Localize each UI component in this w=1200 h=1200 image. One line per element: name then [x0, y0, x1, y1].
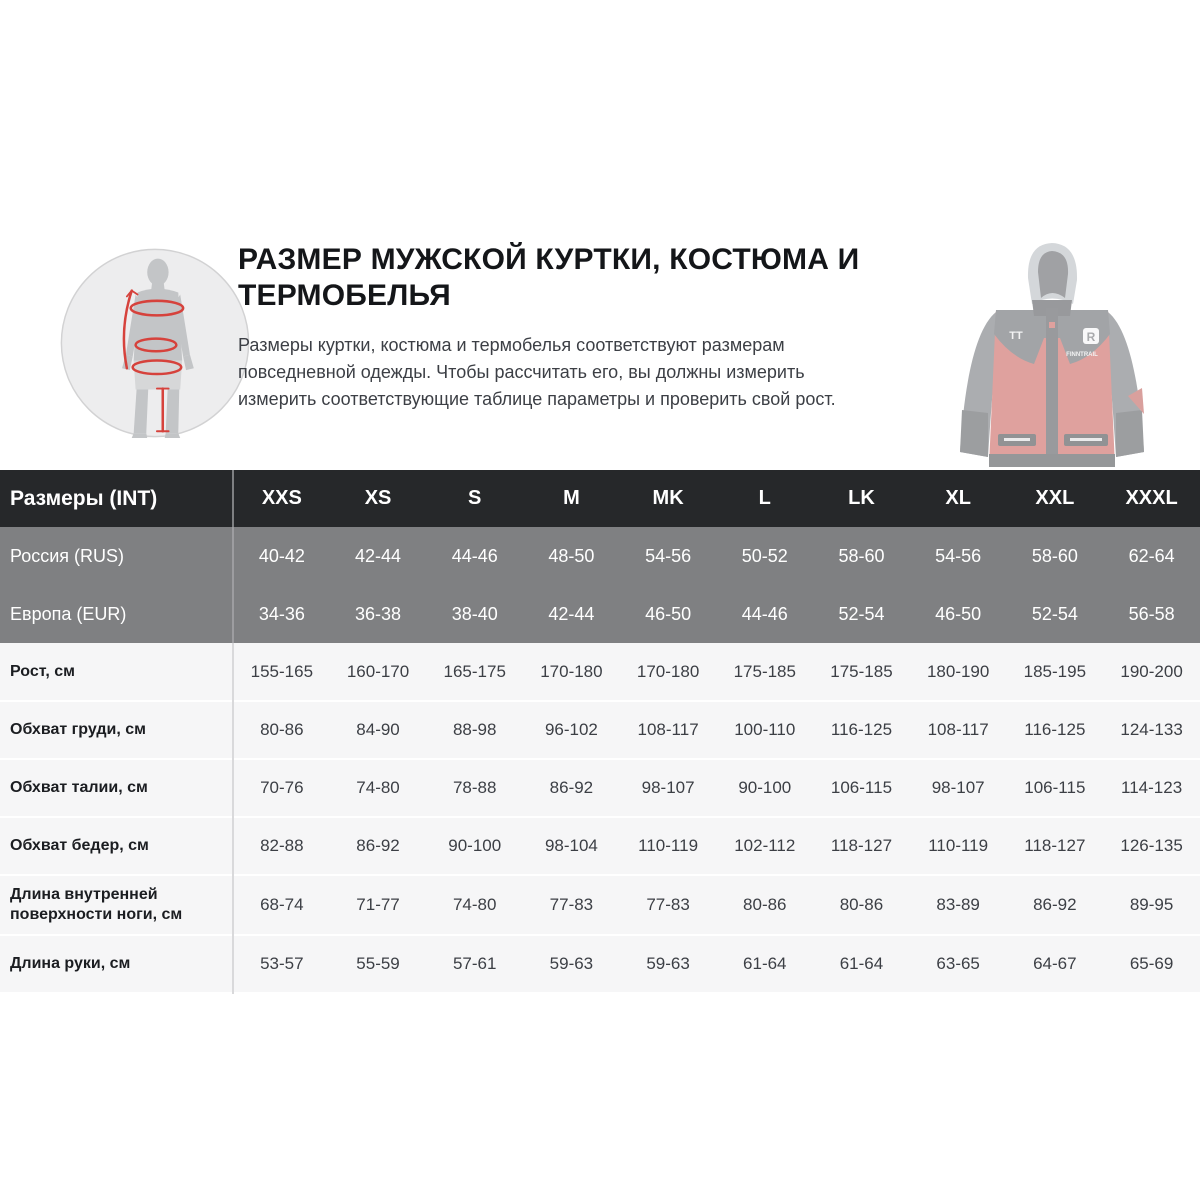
size-value: 98-107: [641, 778, 695, 797]
jacket-product-image: [952, 238, 1152, 469]
size-value: 58-60: [1031, 545, 1078, 566]
row-label: Европа (EUR): [10, 603, 127, 624]
size-value: 40-42: [233, 527, 330, 585]
size-value: 52-54: [838, 603, 885, 624]
size-value: 65-69: [1129, 954, 1174, 973]
size-value: 71-77: [356, 895, 400, 914]
row-label: Рост, см: [10, 662, 75, 680]
table-row: [0, 585, 1200, 643]
row-label: Длина руки, см: [10, 955, 131, 972]
row-label: Обхват груди, см: [10, 721, 146, 738]
page-description: Размеры куртки, костюма и термобелья соответствуют размерам повседневной одежды. Чтобы рассчитать его, вы должны измерить измерить соответствующие таблице параметры и проверить свой рост.: [238, 335, 836, 409]
size-table-head: [0, 470, 1200, 527]
size-value: 118-127: [1024, 836, 1086, 855]
size-value: 34-36: [233, 585, 330, 643]
table-row: [0, 875, 1200, 935]
body-measurements-icon: [58, 246, 252, 440]
size-value: 44-46: [451, 545, 498, 566]
column-header: XXS: [233, 470, 330, 527]
size-value: 44-46: [741, 603, 788, 624]
size-value: 114-123: [1121, 778, 1183, 797]
size-value: 88-98: [452, 720, 497, 739]
svg-text:TT: TT: [1009, 330, 1023, 342]
size-value: 102-112: [734, 836, 796, 855]
size-value: 55-59: [356, 954, 400, 973]
size-value: 61-64: [743, 954, 787, 973]
size-value: 59-63: [549, 954, 594, 973]
size-value: 118-127: [830, 836, 893, 855]
table-corner-label: Размеры (INT): [10, 486, 158, 510]
size-value: 80-86: [743, 895, 787, 914]
row-label: Обхват талии, см: [10, 779, 148, 796]
size-value: 59-63: [646, 954, 690, 973]
size-value: 124-133: [1120, 720, 1183, 739]
size-value: 53-57: [233, 935, 330, 993]
size-value: 84-90: [356, 720, 400, 739]
size-value: 170-180: [540, 661, 603, 681]
size-value: 38-40: [451, 603, 498, 624]
size-value: 100-110: [734, 720, 796, 739]
svg-text:FINNTRAIL: FINNTRAIL: [1066, 352, 1098, 358]
table-row: [0, 817, 1200, 875]
size-value: 50-52: [741, 545, 788, 566]
size-value: 86-92: [549, 778, 594, 797]
size-value: 57-61: [452, 954, 497, 973]
size-value: 89-95: [1129, 895, 1174, 914]
column-header: XXXL: [1125, 487, 1178, 509]
size-value: 36-38: [355, 603, 402, 624]
size-value: 98-107: [931, 778, 985, 797]
intro-section: [238, 242, 938, 413]
column-header: XL: [945, 487, 971, 509]
size-value: 126-135: [1120, 836, 1183, 855]
size-value: 86-92: [356, 836, 400, 855]
header-row: [0, 470, 1200, 527]
size-value: 80-86: [233, 701, 330, 759]
size-value: 62-64: [1128, 545, 1175, 566]
size-value: 190-200: [1120, 661, 1183, 681]
size-value: 46-50: [645, 603, 692, 624]
size-value: 74-80: [452, 895, 497, 914]
column-header: XXL: [1035, 487, 1075, 509]
size-value: 74-80: [356, 778, 400, 797]
size-value: 180-190: [926, 661, 990, 681]
size-value: 77-83: [646, 895, 690, 914]
size-value: 90-100: [448, 836, 502, 855]
size-value: 83-89: [936, 895, 980, 914]
size-value: 86-92: [1033, 895, 1077, 914]
size-value: 48-50: [548, 545, 595, 566]
size-value: 63-65: [936, 954, 980, 973]
size-value: 165-175: [443, 661, 506, 681]
size-value: 106-115: [830, 778, 893, 797]
size-value: 96-102: [544, 720, 598, 739]
row-label: Россия (RUS): [10, 545, 125, 566]
size-value: 80-86: [839, 895, 884, 914]
size-value: 77-83: [549, 895, 594, 914]
table-row: [0, 643, 1200, 701]
size-value: 108-117: [637, 720, 699, 739]
svg-text:R: R: [1086, 330, 1096, 344]
size-value: 90-100: [738, 778, 792, 797]
size-value: 54-56: [645, 545, 692, 566]
size-value: 98-104: [544, 836, 598, 855]
table-row: [0, 701, 1200, 759]
size-value: 58-60: [838, 545, 885, 566]
size-table: [0, 470, 1200, 994]
size-value: 175-185: [733, 661, 796, 681]
row-label: Обхват бедер, см: [10, 837, 149, 854]
column-header: S: [468, 487, 482, 509]
page-title: РАЗМЕР МУЖСКОЙ КУРТКИ, КОСТЮМА И ТЕРМОБЕЛЬЯ: [238, 243, 860, 312]
table-row: [0, 935, 1200, 993]
column-header: L: [758, 487, 771, 509]
size-value: 78-88: [452, 778, 497, 797]
size-value: 56-58: [1128, 603, 1175, 624]
size-value: 170-180: [636, 661, 700, 681]
size-value: 46-50: [935, 603, 982, 624]
size-value: 185-195: [1023, 661, 1087, 681]
size-value: 155-165: [233, 643, 330, 701]
size-value: 52-54: [1031, 603, 1078, 624]
size-value: 116-125: [1024, 720, 1086, 739]
size-value: 106-115: [1024, 778, 1086, 797]
column-header: LK: [848, 487, 875, 509]
size-value: 108-117: [927, 720, 989, 739]
size-value: 175-185: [830, 661, 893, 681]
size-value: 110-119: [638, 836, 699, 855]
size-value: 160-170: [346, 661, 410, 681]
table-row: [0, 759, 1200, 817]
row-label: Длина внутренней поверхности ноги, см: [10, 886, 183, 923]
size-value: 42-44: [355, 545, 402, 566]
size-value: 82-88: [233, 817, 330, 875]
size-value: 68-74: [233, 875, 330, 935]
size-value: 110-119: [928, 836, 989, 855]
size-value: 54-56: [935, 545, 982, 566]
column-header: MK: [652, 487, 684, 509]
table-row: [0, 527, 1200, 585]
size-value: 116-125: [830, 720, 893, 739]
size-table-body: [0, 527, 1200, 993]
size-value: 61-64: [839, 954, 884, 973]
size-value: 42-44: [548, 603, 595, 624]
column-header: XS: [364, 487, 392, 509]
size-value: 64-67: [1033, 954, 1077, 973]
size-value: 70-76: [233, 759, 330, 817]
column-header: M: [563, 487, 580, 509]
